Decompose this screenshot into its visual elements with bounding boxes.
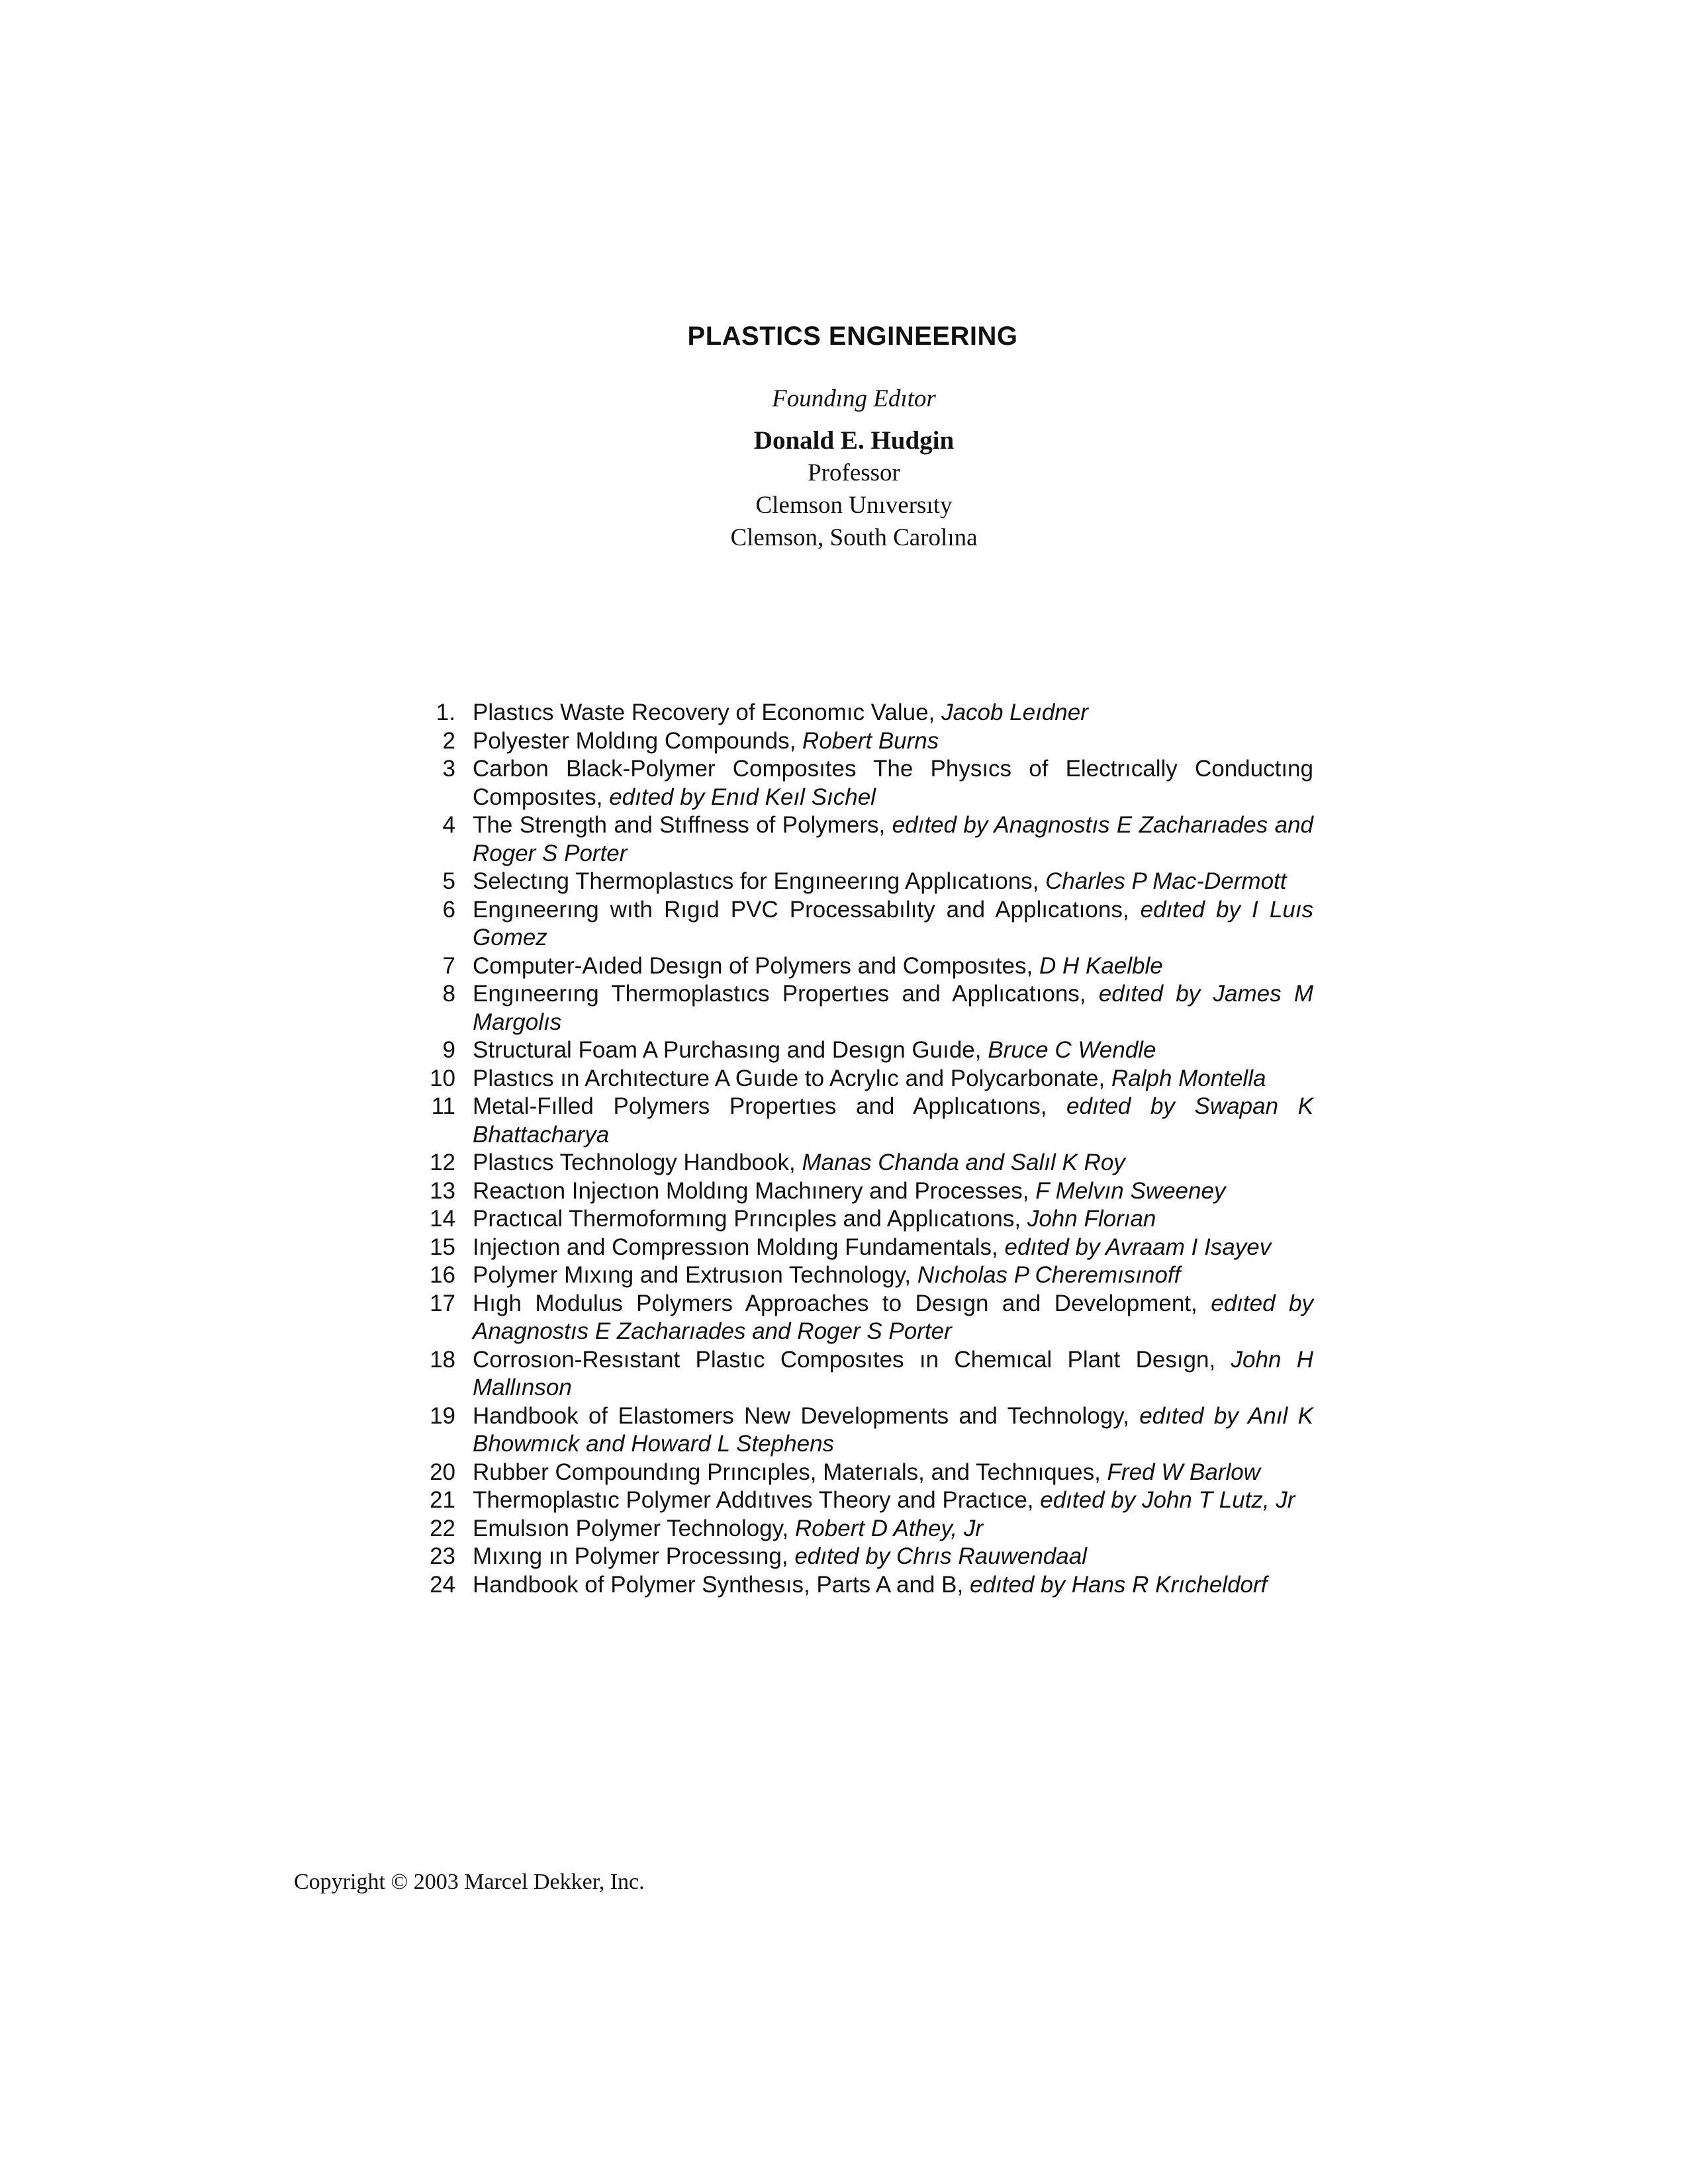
list-item — [414, 1402, 1313, 1459]
list-item — [414, 1486, 1313, 1515]
book-author: edıted by Anagnostıs E Zacharıades and Roger S Porter — [473, 1290, 1313, 1344]
book-author: John H Mallınson — [473, 1346, 1313, 1400]
book-title: Reactıon Injectıon Moldıng Machınery and Processes, — [473, 1177, 1029, 1204]
list-item-text — [473, 1261, 1313, 1290]
book-author: Robert D Athey, Jr — [795, 1515, 983, 1541]
list-item — [414, 1571, 1313, 1600]
list-item-number: 15 — [430, 1234, 455, 1260]
list-item-text — [473, 1290, 1313, 1346]
list-item — [414, 1036, 1313, 1065]
list-item-text — [473, 1486, 1313, 1515]
book-author: F Melvın Sweeney — [1035, 1177, 1226, 1204]
book-title: Engıneerıng wıth Rıgıd PVC Processabılıty and Applıcatıons, — [473, 896, 1129, 923]
list-item-text — [473, 1515, 1313, 1543]
list-item — [414, 811, 1313, 868]
list-item-number: 4 — [442, 812, 455, 838]
list-item — [414, 1290, 1313, 1346]
editor-location: Clemson, South Carolına — [730, 524, 978, 551]
list-item-text — [473, 1149, 1313, 1177]
book-author: Manas Chanda and Salıl K Roy — [802, 1150, 1125, 1175]
book-title: Metal-Fılled Polymers Propertıes and Applıcatıons, — [473, 1093, 1047, 1119]
book-author: Nıcholas P Cheremısınoff — [917, 1262, 1181, 1288]
list-item-number: 5 — [442, 868, 455, 894]
list-item-number: 22 — [430, 1515, 455, 1541]
list-item — [414, 1093, 1313, 1149]
series-list — [414, 699, 1313, 1599]
list-item-text — [473, 1459, 1313, 1487]
book-author: edıted by John T Lutz, Jr — [1040, 1487, 1295, 1513]
list-item-text — [473, 1093, 1313, 1149]
book-title: Handbook of Elastomers New Developments and Technology, — [473, 1402, 1129, 1429]
editor-institution: Clemson Unıversıty — [755, 492, 953, 519]
book-author: edıted by Hans R Krıcheldorf — [969, 1571, 1268, 1598]
book-title: Selectıng Thermoplastıcs for Engıneerıng Applıcatıons, — [473, 868, 1039, 894]
list-item-number: 19 — [430, 1402, 455, 1429]
list-item-text — [473, 1402, 1313, 1459]
list-item-text — [473, 811, 1313, 868]
book-title: Hıgh Modulus Polymers Approaches to Desıgn and Development, — [473, 1290, 1197, 1316]
book-author: edıted by Enıd Keıl Sıchel — [609, 784, 876, 810]
list-item-text — [473, 1036, 1313, 1065]
editor-role: Foundıng Edıtor — [772, 385, 936, 412]
list-item-number: 12 — [430, 1150, 455, 1175]
list-item-text — [473, 952, 1313, 981]
list-item-number: 2 — [442, 727, 455, 754]
series-title: PLASTICS ENGINEERING — [687, 322, 1018, 351]
list-item-number: 13 — [430, 1177, 455, 1204]
list-item — [414, 755, 1313, 811]
list-item-text — [473, 755, 1313, 811]
list-item-number: 3 — [442, 756, 455, 782]
list-item — [414, 896, 1313, 952]
list-item — [414, 1515, 1313, 1543]
list-item — [414, 1177, 1313, 1206]
book-title: Engıneerıng Thermoplastıcs Propertıes and Applıcatıons, — [473, 981, 1086, 1007]
book-title: Practıcal Thermoformıng Prıncıples and Applıcatıons, — [473, 1206, 1021, 1232]
book-title: Computer-Aıded Desıgn of Polymers and Composıtes, — [473, 952, 1033, 979]
book-author: Ralph Montella — [1111, 1065, 1266, 1091]
list-item-number: 24 — [430, 1571, 455, 1598]
book-author: edıted by I Luıs Gomez — [473, 896, 1314, 950]
list-item-text — [473, 1234, 1313, 1262]
list-item-text — [473, 1065, 1313, 1093]
book-author: edıted by Anagnostıs E Zacharıades and Roger S Porter — [473, 812, 1313, 866]
book-title: Rubber Compoundıng Prıncıples, Materıals, and Technıques, — [473, 1459, 1101, 1485]
list-item-number: 17 — [430, 1290, 455, 1316]
list-item-number: 1. — [436, 700, 455, 725]
book-title: Plastıcs ın Archıtecture A Guıde to Acrylıc and Polycarbonate, — [473, 1065, 1105, 1091]
book-title: Polymer Mıxıng and Extrusıon Technology, — [473, 1262, 912, 1288]
book-author: Fred W Barlow — [1107, 1459, 1260, 1485]
list-item — [414, 699, 1313, 727]
book-title: Structural Foam A Purchasıng and Desıgn Guıde, — [473, 1037, 982, 1063]
list-item-text — [473, 868, 1313, 896]
copyright-notice: Copyright © 2003 Marcel Dekker, Inc. — [294, 1870, 645, 1894]
list-item — [414, 727, 1313, 756]
list-item — [414, 1261, 1313, 1290]
book-title: Polyester Moldıng Compounds, — [473, 727, 796, 754]
list-item-number: 11 — [431, 1093, 455, 1119]
list-item-text — [473, 1177, 1313, 1206]
list-item-text — [473, 980, 1313, 1036]
book-author: John Florıan — [1027, 1206, 1156, 1232]
book-author: Charles P Mac-Dermott — [1045, 868, 1287, 894]
list-item — [414, 1065, 1313, 1093]
list-item-text — [473, 896, 1313, 952]
list-item-number: 6 — [442, 896, 455, 923]
list-item-number: 20 — [430, 1459, 455, 1485]
book-author: edıted by Avraam I Isayev — [1004, 1234, 1272, 1260]
list-item-text — [473, 1205, 1313, 1234]
book-title: Plastıcs Technology Handbook, — [473, 1150, 796, 1175]
list-item-number: 8 — [442, 981, 455, 1007]
book-title: Plastıcs Waste Recovery of Economıc Value, — [473, 700, 935, 725]
book-title: Mıxıng ın Polymer Processıng, — [473, 1543, 788, 1569]
list-item-text — [473, 1571, 1313, 1600]
book-author: edıted by Swapan K Bhattacharya — [473, 1093, 1313, 1148]
list-item — [414, 868, 1313, 896]
list-item-text — [473, 727, 1313, 756]
list-item-text — [473, 699, 1313, 727]
list-item — [414, 1543, 1313, 1571]
list-item — [414, 1149, 1313, 1177]
list-item-number: 21 — [430, 1487, 455, 1513]
list-item — [414, 1459, 1313, 1487]
book-author: edıted by Anıl K Bhowmıck and Howard L Stephens — [473, 1402, 1313, 1457]
editor-position: Professor — [808, 459, 900, 486]
list-item-text — [473, 1346, 1313, 1402]
list-item — [414, 980, 1313, 1036]
editor-name: Donald E. Hudgin — [753, 426, 955, 455]
book-author: Bruce C Wendle — [988, 1037, 1156, 1063]
list-item-number: 16 — [430, 1262, 455, 1288]
list-item-number: 10 — [430, 1065, 455, 1091]
book-author: Robert Burns — [802, 727, 939, 754]
book-title: Emulsıon Polymer Technology, — [473, 1515, 789, 1541]
list-item — [414, 1234, 1313, 1262]
book-title: Carbon Black-Polymer Composıtes The Physıcs of Electrıcally Conductıng Composıtes, — [473, 756, 1313, 810]
list-item-number: 7 — [442, 952, 455, 979]
book-title: The Strength and Stıffness of Polymers, — [473, 812, 886, 838]
list-item-text — [473, 1543, 1313, 1571]
book-author: D H Kaelble — [1039, 952, 1163, 979]
list-item — [414, 1205, 1313, 1234]
list-item-number: 9 — [442, 1037, 455, 1063]
book-author: Jacob Leıdner — [941, 700, 1088, 725]
book-author: edıted by James M Margolıs — [473, 981, 1313, 1035]
book-title: Handbook of Polymer Synthesıs, Parts A and B, — [473, 1571, 964, 1598]
book-title: Corrosıon-Resıstant Plastıc Composıtes ın Chemıcal Plant Desıgn, — [473, 1346, 1216, 1373]
book-author: edıted by Chrıs Rauwendaal — [794, 1543, 1087, 1569]
book-title: Injectıon and Compressıon Moldıng Fundamentals, — [473, 1234, 998, 1260]
list-item-number: 23 — [430, 1543, 455, 1569]
book-title: Thermoplastıc Polymer Addıtıves Theory and Practıce, — [473, 1487, 1034, 1513]
list-item-number: 18 — [430, 1346, 455, 1373]
list-item-number: 14 — [430, 1206, 455, 1232]
editor-block — [635, 383, 1072, 554]
list-item — [414, 1346, 1313, 1402]
list-item — [414, 952, 1313, 981]
